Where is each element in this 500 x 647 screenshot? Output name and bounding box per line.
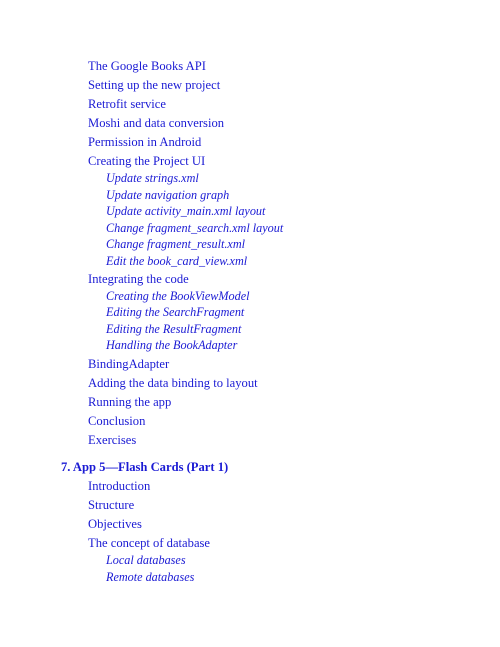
toc-link-local-databases[interactable]: Local databases <box>106 553 186 567</box>
toc-link-editing-searchfragment[interactable]: Editing the SearchFragment <box>106 305 245 319</box>
toc-link-handling-bookadapter[interactable]: Handling the BookAdapter <box>106 338 238 352</box>
toc-chapter-7-flash-cards[interactable]: 7. App 5—Flash Cards (Part 1) <box>61 460 229 474</box>
toc-link-concept-of-database[interactable]: The concept of database <box>88 536 211 550</box>
toc-link-update-strings[interactable]: Update strings.xml <box>106 171 199 185</box>
toc-link-moshi-data-conversion[interactable]: Moshi and data conversion <box>88 116 225 130</box>
toc-link-creating-project-ui[interactable]: Creating the Project UI <box>88 154 206 168</box>
toc-link-setting-up-project[interactable]: Setting up the new project <box>88 78 221 92</box>
toc-link-structure[interactable]: Structure <box>88 498 135 512</box>
toc-link-update-activity-main[interactable]: Update activity_main.xml layout <box>106 204 266 218</box>
toc-link-running-app[interactable]: Running the app <box>88 395 172 409</box>
toc-link-objectives[interactable]: Objectives <box>88 517 142 531</box>
toc-link-editing-resultfragment[interactable]: Editing the ResultFragment <box>106 322 242 336</box>
toc-link-change-fragment-search[interactable]: Change fragment_search.xml layout <box>106 221 284 235</box>
toc-link-edit-book-card-view[interactable]: Edit the book_card_view.xml <box>106 254 248 268</box>
toc-link-change-fragment-result[interactable]: Change fragment_result.xml <box>106 237 246 251</box>
toc-link-remote-databases[interactable]: Remote databases <box>106 570 195 584</box>
toc-link-update-navigation-graph[interactable]: Update navigation graph <box>106 188 230 202</box>
toc-link-conclusion[interactable]: Conclusion <box>88 414 146 428</box>
toc-link-creating-bookviewmodel[interactable]: Creating the BookViewModel <box>106 289 250 303</box>
toc-link-introduction[interactable]: Introduction <box>88 479 151 493</box>
toc-link-bindingadapter[interactable]: BindingAdapter <box>88 357 170 371</box>
toc-link-exercises[interactable]: Exercises <box>88 433 137 447</box>
toc-link-adding-data-binding[interactable]: Adding the data binding to layout <box>88 376 258 390</box>
toc-link-google-books-api[interactable]: The Google Books API <box>88 59 206 73</box>
toc-link-retrofit-service[interactable]: Retrofit service <box>88 97 166 111</box>
toc-link-permission-android[interactable]: Permission in Android <box>88 135 202 149</box>
toc-link-integrating-code[interactable]: Integrating the code <box>88 272 189 286</box>
